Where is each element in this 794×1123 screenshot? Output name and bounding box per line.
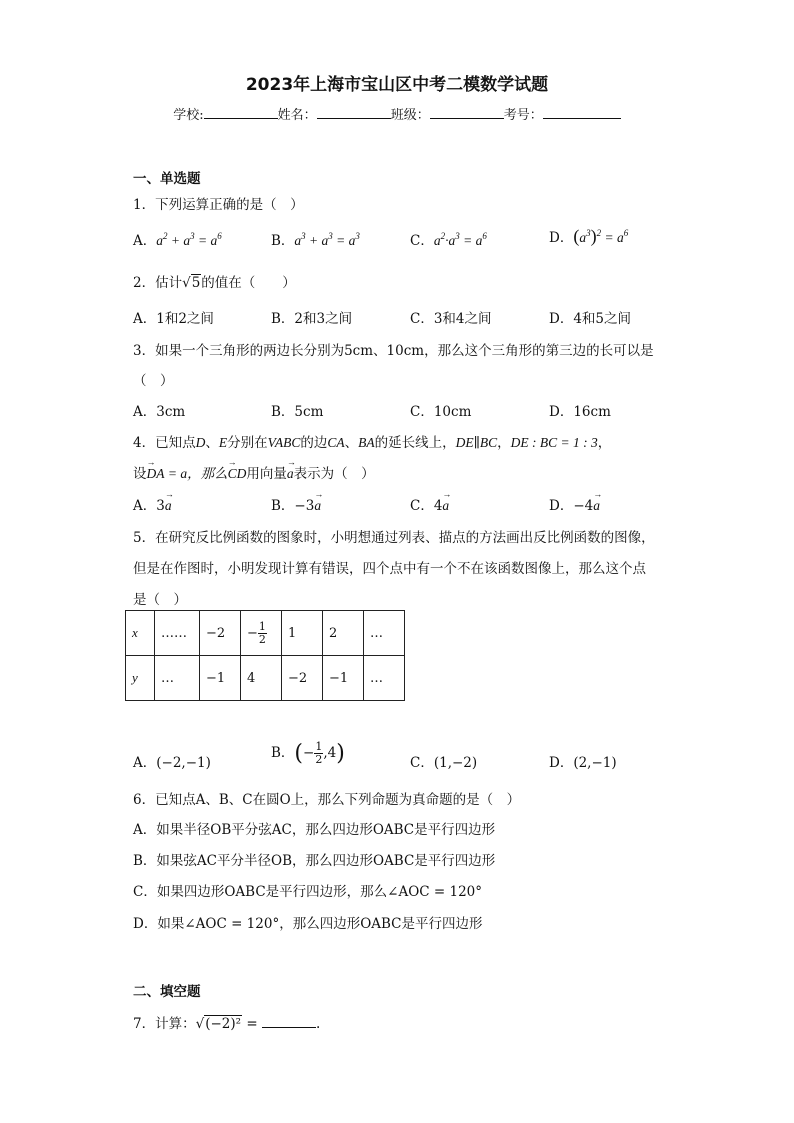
table-cell: … [364,656,405,701]
q3-option-c[interactable]: C．10cm [410,404,472,420]
name-label: 姓名： [277,108,317,123]
question-1-stem: 1．下列运算正确的是（ ） [133,197,304,213]
school-label: 学校: [173,108,204,123]
q5-option-a[interactable]: A．(−2,−1) [133,755,211,771]
table-cell: … [364,611,405,656]
question-3-stem: 3．如果一个三角形的两边长分别为5cm、10cm，那么这个三角形的第三边的长可以是 [133,343,654,359]
q1-option-a[interactable]: A．$a^2 + a^3 = a^6$ [133,231,222,249]
table-cell: −1 [200,656,241,701]
table-cell: − $\frac{1}{2}$ [241,611,282,656]
table-row [126,656,405,701]
q1-option-b[interactable]: B．$a^3 + a^3 = a^3$ [271,231,360,249]
q6-option-d[interactable]: D．如果∠AOC = 120°，那么四边形OABC是平行四边形 [133,916,483,932]
school-blank[interactable] [204,105,278,119]
question-3-stem-cont: （ ） [133,373,174,389]
table-cell: 2 [323,611,364,656]
class-blank[interactable] [430,105,504,119]
vector-da: → DA [147,466,165,482]
table-cell: 4 [241,656,282,701]
q4-option-c[interactable]: C．4→ a [410,494,449,514]
q3-option-b[interactable]: B．5cm [271,404,324,420]
q6-option-a[interactable]: A．如果半径OB平分弦AC，那么四边形OABC是平行四边形 [133,822,496,838]
student-info-line [0,104,794,123]
table-cell: y [126,656,155,701]
section-heading-single-choice: 一、单选题 [133,171,201,187]
table-cell: …… [155,611,200,656]
q6-option-b[interactable]: B．如果弦AC平分半径OB，那么四边形OABC是平行四边形 [133,853,496,869]
q3-option-a[interactable]: A．3cm [133,404,186,420]
number-label: 考号： [503,108,543,123]
table-cell: −2 [200,611,241,656]
q4-option-b[interactable]: B．−3→ a [271,494,321,514]
sqrt-icon: √5 [182,275,201,291]
name-blank[interactable] [317,105,391,119]
question-6-stem: 6．已知点A、B、C在圆O上，那么下列命题为真命题的是（ ） [133,792,521,808]
q6-option-c[interactable]: C．如果四边形OABC是平行四边形，那么∠AOC = 120° [133,884,483,900]
q3-option-d[interactable]: D．16cm [549,404,611,420]
q2-option-d[interactable]: D．4和5之间 [549,311,632,327]
q4-option-d[interactable]: D．−4→ a [549,494,600,514]
table-row [126,611,405,656]
q2-option-c[interactable]: C．3和4之间 [410,311,492,327]
q1-option-c[interactable]: C．$a^2\cdot a^3 = a^6$ [410,231,487,249]
q5-option-b[interactable]: B．(− $\frac{1}{2}$ ,4) [271,740,345,766]
vector-a: → a [287,466,294,482]
table-cell: −2 [282,656,323,701]
question-7-stem: 7．计算：√(−2)² = . [133,1016,321,1032]
q7-answer-blank[interactable] [262,1014,316,1028]
exam-title: 2023年上海市宝山区中考二模数学试题 [245,75,549,95]
question-5-stem-3: 是（ ） [133,592,187,608]
q5-option-d[interactable]: D．(2,−1) [549,755,617,771]
sqrt-icon: √(−2)² [195,1016,242,1032]
q1-option-d[interactable]: D．$(a^3)^2 = a^6$ [549,226,629,246]
q2-option-a[interactable]: A．1和2之间 [133,311,214,327]
table-cell: −1 [323,656,364,701]
q4-option-a[interactable]: A．3→ a [133,494,172,514]
section-heading-fill-blank: 二、填空题 [133,984,201,1000]
table-cell: … [155,656,200,701]
question-2-stem: 2．估计√5的值在（ ） [133,275,296,291]
table-cell: 1 [282,611,323,656]
q5-option-c[interactable]: C．(1,−2) [410,755,478,771]
vector-cd: → CD [228,466,247,482]
table-cell: x [126,611,155,656]
question-5-stem-1: 5．在研究反比例函数的图象时，小明想通过列表、描点的方法画出反比例函数的图像， [133,530,655,546]
number-blank[interactable] [543,105,621,119]
q2-option-b[interactable]: B．2和3之间 [271,311,353,327]
class-label: 班级： [390,108,430,123]
question-5-stem-2: 但是在作图时，小明发现计算有错误，四个点中有一个不在该函数图像上，那么这个点 [133,561,646,577]
question-4-stem-cont: 设→ DA = a，那么→ CD用向量→ a表示为（ ） [133,462,375,482]
value-table [125,610,405,701]
question-4-stem: 4．已知点D、E分别在VABC的边CA、BA的延长线上，DE∥BC，DE : BC = 1 : 3， [133,435,612,451]
